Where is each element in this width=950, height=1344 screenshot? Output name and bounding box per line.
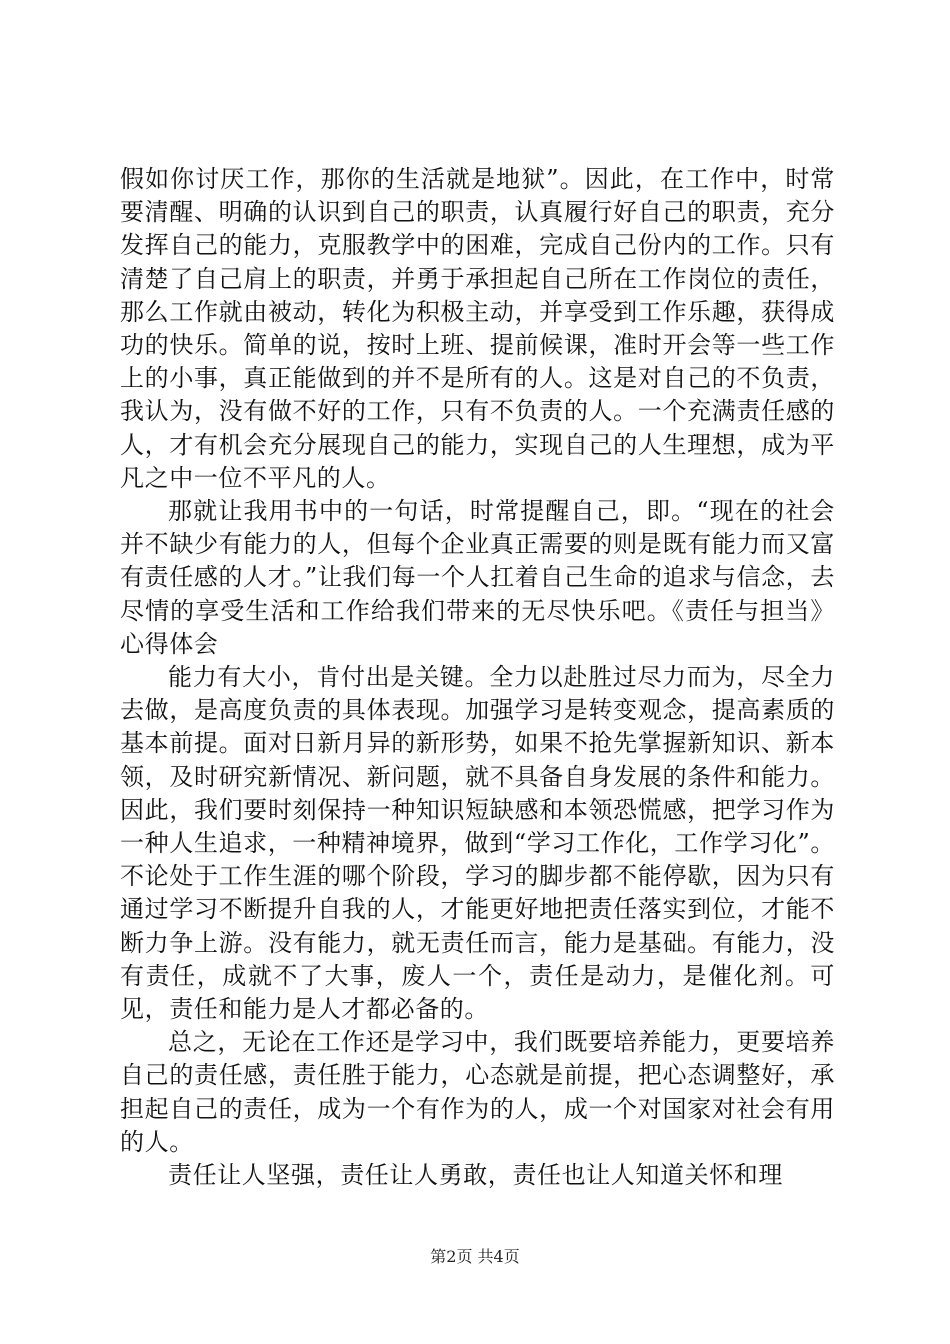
- page-total: 共4页: [477, 1247, 520, 1266]
- document-body: [120, 163, 835, 1192]
- paragraph-2: 那就让我用书中的一句话，时常提醒自己，即。“现在的社会并不缺少有能力的人，但每个企业真正需要的则是既有能力而又富有责任感的人才。”让我们每一个人扛着自己生命的追求与信念，去尽情的享受生活和工作给我们带来的无尽快乐吧。《责任与担当》心得体会: [120, 497, 835, 658]
- paragraph-5: 责任让人坚强，责任让人勇敢，责任也让人知道关怀和理: [168, 1161, 783, 1190]
- page-number: 第2页: [430, 1247, 473, 1266]
- page-footer: [0, 1247, 950, 1267]
- paragraph-4: 总之，无论在工作还是学习中，我们既要培养能力，更要培养自己的责任感，责任胜于能力，心态就是前提，把心态调整好，承担起自己的责任，成为一个有作为的人，成一个对国家对社会有用的人。: [120, 1028, 835, 1156]
- paragraph-3: 能力有大小，肯付出是关键。全力以赴胜过尽力而为，尽全力去做，是高度负责的具体表现。加强学习是转变观念，提高素质的基本前提。面对日新月异的新形势，如果不抢先掌握新知识、新本领，及时研究新情况、新问题，就不具备自身发展的条件和能力。因此，我们要时刻保持一种知识短缺感和本领恐慌感，把学习作为一种人生追求，一种精神境界，做到“学习工作化，工作学习化”。不论处于工作生涯的哪个阶段，学习的脚步都不能停歇，因为只有通过学习不断提升自我的人，才能更好地把责任落实到位，才能不断力争上游。没有能力，就无责任而言，能力是基础。有能力，没有责任，成就不了大事，废人一个，责任是动力，是催化剂。可见，责任和能力是人才都必备的。: [120, 663, 835, 1024]
- paragraph-1: 假如你讨厌工作，那你的生活就是地狱”。因此，在工作中，时常要清醒、明确的认识到自己的职责，认真履行好自己的职责，充分发挥自己的能力，克服教学中的困难，完成自己份内的工作。只有清楚了自己肩上的职责，并勇于承担起自己所在工作岗位的责任，那么工作就由被动，转化为积极主动，并享受到工作乐趣，获得成功的快乐。简单的说，按时上班、提前候课，准时开会等一些工作上的小事，真正能做到的并不是所有的人。这是对自己的不负责，我认为，没有做不好的工作，只有不负责的人。一个充满责任感的人，才有机会充分展现自己的能力，实现自己的人生理想，成为平凡之中一位不平凡的人。: [120, 165, 835, 492]
